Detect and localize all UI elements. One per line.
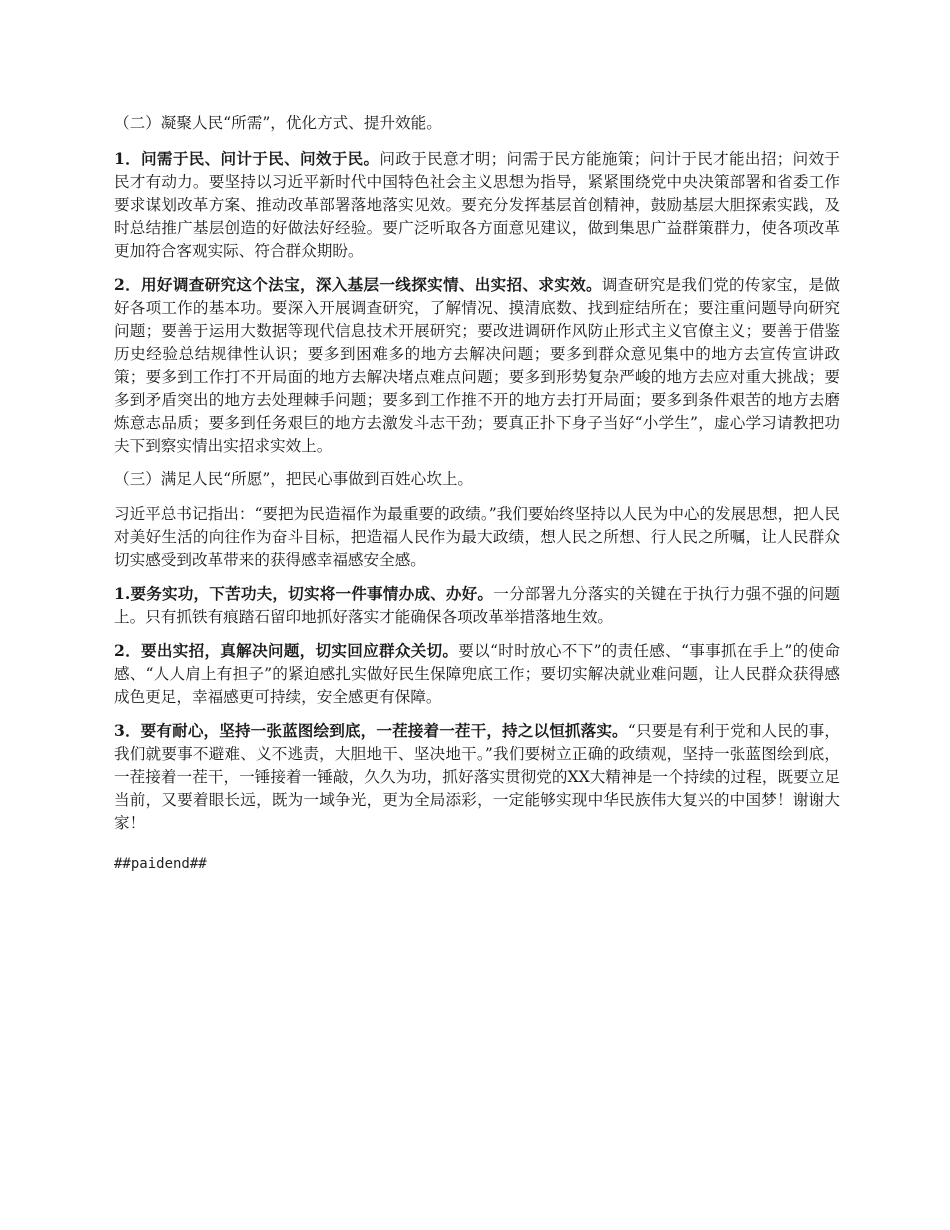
paragraph-lead: 2．要出实招，真解决问题，切实回应群众关切。	[114, 641, 459, 660]
paragraph-lead: 2．用好调查研究这个法宝，深入基层一线探实情、出实招、求实效。	[114, 275, 602, 294]
paragraph-lead: 1．问需于民、问计于民、问效于民。	[114, 149, 380, 168]
paragraph-2-2	[114, 273, 840, 458]
paragraph-3-intro: 习近平总书记指出：“要把为民造福作为最重要的政绩。”我们要始终坚持以人民为中心的发展思想，把人民对美好生活的向往作为奋斗目标，把造福人民作为最大政绩，想人民之所想、行人民之所嘱，让人民群众切实感受到改革带来的获得感幸福感安全感。	[114, 505, 840, 569]
paragraph-body: 调查研究是我们党的传家宝，是做好各项工作的基本功。要深入开展调查研究，了解情况、摸清底数、找到症结所在；要注重问题导向研究问题；要善于运用大数据等现代信息技术开展研究；要改进调研作风防止形式主义官僚主义；要善于借鉴历史经验总结规律性认识；要多到困难多的地方去解决问题；要多到群众意见集中的地方去宣传宣讲政策；要多到工作打不开局面的地方去解决堵点难点问题；要多到形势复杂严峻的地方去应对重大挑战；要多到矛盾突出的地方去处理棘手问题；要多到工作推不开的地方去打开局面；要多到条件艰苦的地方去磨炼意志品质；要多到任务艰巨的地方去激发斗志干劲；要真正扑下身子当好“小学生”，虚心学习请教把功夫下到察实情出实招求实效上。	[114, 276, 840, 455]
paragraph-3-2	[114, 639, 840, 709]
paragraph-3-3	[114, 719, 840, 835]
paragraph-body: 要以“时时放心不下”的责任感、“事事抓在手上”的使命感、“人人肩上有担子”的紧迫感扎实做好民生保障兜底工作；要切实解决就业难问题，让人民群众获得感成色更足，幸福感更可持续，安全感更有保障。	[114, 642, 840, 706]
document-page	[114, 112, 840, 876]
end-marker: ##paidend##	[114, 856, 207, 872]
paragraph-body: 问政于民意才明；问需于民方能施策；问计于民才能出招；问效于民才有动力。要坚持以习近平新时代中国特色社会主义思想为指导，紧紧围绕党中央决策部署和省委工作要求谋划改革方案、推动改革部署落地落实见效。要充分发挥基层首创精神，鼓励基层大胆探索实践，及时总结推广基层创造的好做法好经验。要广泛听取各方面意见建议，做到集思广益群策群力，使各项改革更加符合客观实际、符合群众期盼。	[114, 150, 840, 260]
paragraph-2-1	[114, 147, 840, 263]
paragraph-lead: 3．要有耐心，坚持一张蓝图绘到底，一茬接着一茬干，持之以恒抓落实。	[114, 721, 628, 740]
paragraph-3-1	[114, 582, 840, 629]
section-heading-3: （三）满足人民“所愿”，把民心事做到百姓心坎上。	[114, 470, 474, 488]
paragraph-body: 一分部署九分落实的关键在于执行力强不强的问题上。只有抓铁有痕踏石留印地抓好落实才能确保各项改革举措落地生效。	[114, 585, 840, 626]
paragraph-body: “只要是有利于党和人民的事，我们就要事不避难、义不逃责，大胆地干、坚决地干。”我们要树立正确的政绩观，坚持一张蓝图绘到底，一茬接着一茬干，一锤接着一锤敲，久久为功，抓好落实贯彻党的XX大精神是一个持续的过程，既要立足当前，又要着眼长远，既为一域争光，更为全局添彩，一定能够实现中华民族伟大复兴的中国梦！谢谢大家！	[114, 722, 840, 832]
section-heading-2: （二）凝聚人民“所需”，优化方式、提升效能。	[114, 114, 442, 132]
paragraph-lead: 1.要务实功，下苦功夫，切实将一件事情办成、办好。	[114, 584, 494, 603]
